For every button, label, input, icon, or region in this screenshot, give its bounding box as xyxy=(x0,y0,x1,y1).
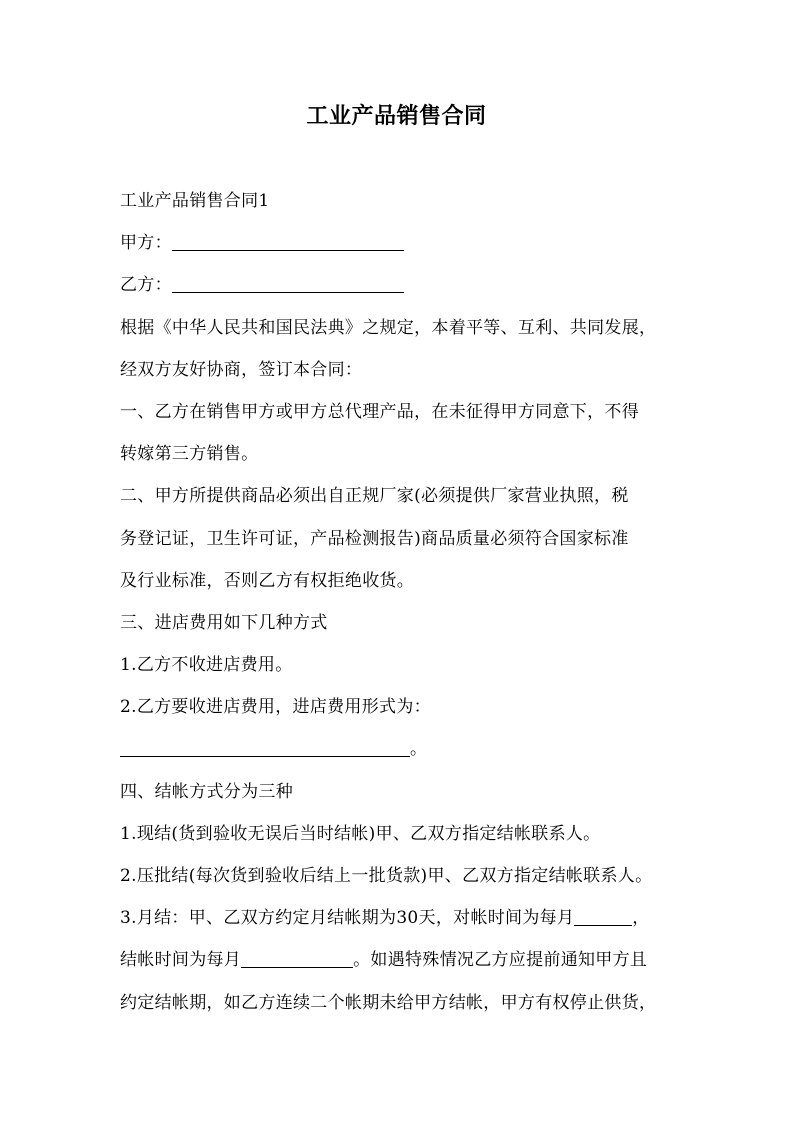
paragraph-line: 转嫁第三方销售。 xyxy=(120,444,259,465)
party-a-line xyxy=(120,222,700,264)
party-a-blank xyxy=(172,230,404,251)
party-a-label: 甲方： xyxy=(120,233,172,254)
document-title: 工业产品销售合同 xyxy=(306,103,487,129)
section-heading: 三、进店费用如下几种方式 xyxy=(120,612,328,633)
settlement-time-line xyxy=(120,939,700,981)
paragraph-line: 及行业标准，否则乙方有权拒绝收货。 xyxy=(120,570,415,591)
section-heading: 四、结帐方式分为三种 xyxy=(120,781,293,802)
party-b-blank xyxy=(172,272,404,293)
settlement-time-label: 结帐时间为每月 xyxy=(120,950,242,971)
fee-form-end: 。 xyxy=(410,739,428,760)
paragraph-line: 2.压批结(每次货到验收后结上一批货款)甲、乙双方指定结帐联系人。 xyxy=(120,866,653,886)
party-b-line xyxy=(120,264,700,306)
paragraph-line: 约定结帐期，如乙方连续二个帐期未给甲方结帐，甲方有权停止供货， xyxy=(120,992,657,1013)
monthly-settlement-line xyxy=(120,897,700,939)
reconcile-day-blank xyxy=(574,905,632,926)
monthly-settlement-comma: ， xyxy=(632,908,650,929)
paragraph-line: 一、乙方在销售甲方或甲方总代理产品，在未征得甲方同意下，不得 xyxy=(120,401,639,422)
settlement-time-rest: 。如遇特殊情况乙方应提前通知甲方且 xyxy=(353,950,648,971)
paragraph-line: 1.乙方不收进店费用。 xyxy=(120,655,293,676)
paragraph-line: 1.现结(货到验收无误后当时结帐)甲、乙双方指定结帐联系人。 xyxy=(120,823,601,844)
paragraph-line: 二、甲方所提供商品必须出自正规厂家(必须提供厂家营业执照，税 xyxy=(120,486,629,507)
contract-subtitle: 工业产品销售合同1 xyxy=(120,191,270,211)
fee-form-blank xyxy=(120,736,410,757)
paragraph-line: 经双方友好协商，签订本合同： xyxy=(120,359,363,380)
paragraph-line: 务登记证，卫生许可证，产品检测报告)商品质量必须符合国家标准 xyxy=(120,528,629,549)
settlement-day-blank xyxy=(241,947,353,968)
paragraph-line: 2.乙方要收进店费用，进店费用形式为： xyxy=(120,697,431,718)
monthly-settlement-text: 3.月结：甲、乙双方约定月结帐期为30天，对帐时间为每月 xyxy=(120,908,575,929)
document-body xyxy=(120,180,700,1024)
fee-form-line xyxy=(120,728,700,770)
party-b-label: 乙方： xyxy=(120,275,172,296)
paragraph-line: 根据《中华人民共和国民法典》之规定，本着平等、互利、共同发展， xyxy=(120,317,657,338)
